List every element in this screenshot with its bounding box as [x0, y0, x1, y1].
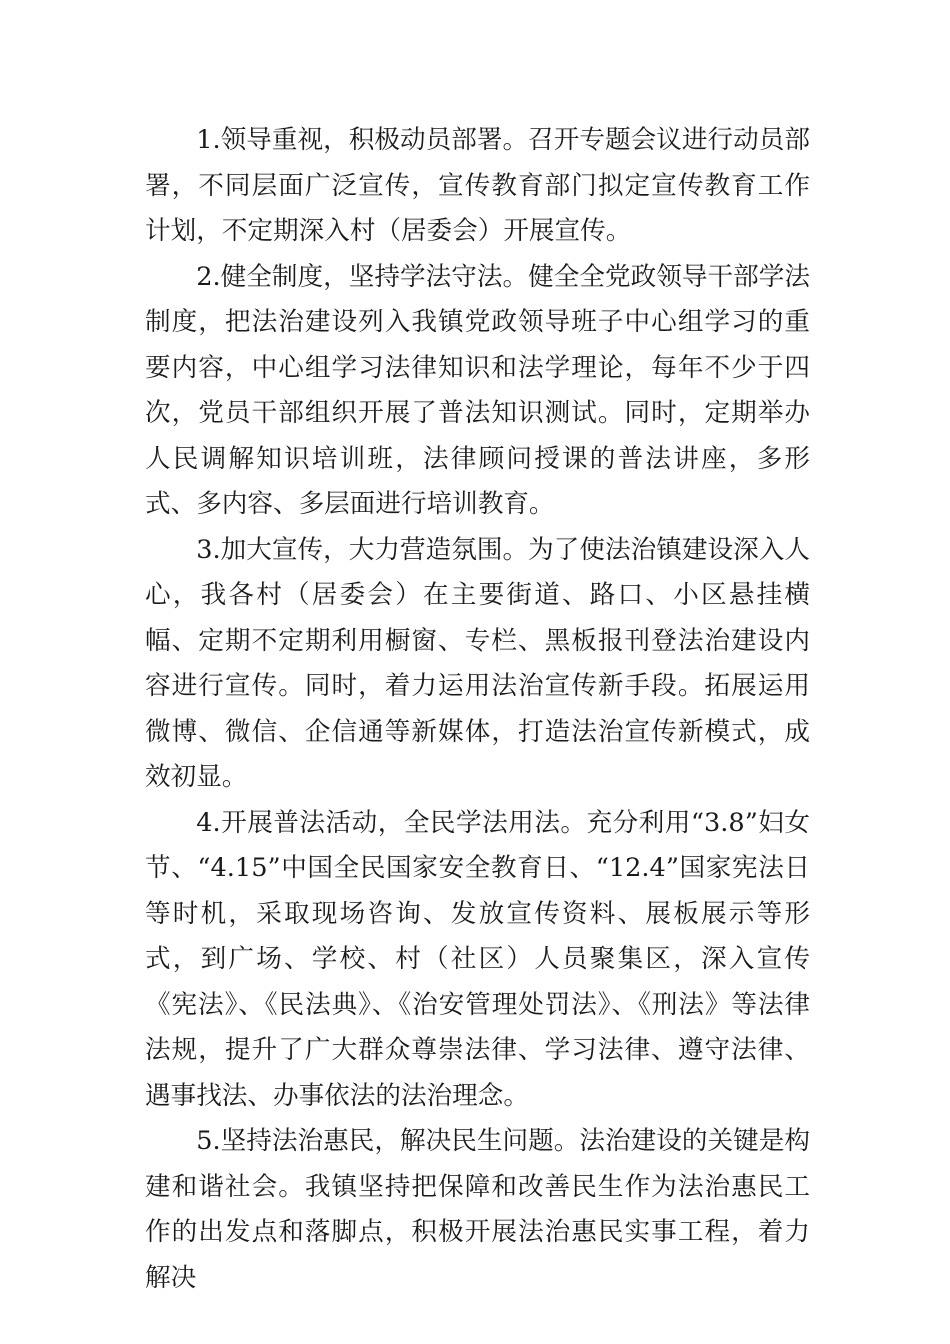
- paragraph-publicity: 3.加大宣传，大力营造氛围。为了使法治镇建设深入人心，我各村（居委会）在主要街道、路口、小区悬挂横幅、定期不定期利用橱窗、专栏、黑板报刊登法治建设内容进行宣传。同时，着力运用法治宣传新手段。拓展运用微博、微信、企信通等新媒体，打造法治宣传新模式，成效初显。: [145, 534, 810, 792]
- paragraph-system: 2.健全制度，坚持学法守法。健全全党政领导干部学法制度，把法治建设列入我镇党政领导班子中心组学习的重要内容，中心组学习法律知识和法学理论，每年不少于四次，党员干部组织开展了普法知识测试。同时，定期举办人民调解知识培训班，法律顾问授课的普法讲座，多形式、多内容、多层面进行培训教育。: [145, 261, 810, 519]
- document-body: [145, 118, 810, 1301]
- paragraph-livelihood: 5.坚持法治惠民，解决民生问题。法治建设的关键是构建和谐社会。我镇坚持把保障和改善民生作为法治惠民工作的出发点和落脚点，积极开展法治惠民实事工程，着力解决: [145, 1126, 810, 1293]
- paragraph-law-activities: 4.开展普法活动，全民学法用法。充分利用“3.8”妇女节、“4.15”中国全民国家安全教育日、“12.4”国家宪法日等时机，采取现场咨询、发放宣传资料、展板展示等形式，到广场、学校、村（社区）人员聚集区，深入宣传《宪法》、《民法典》、《治安管理处罚法》、《刑法》等法律法规，提升了广大群众尊崇法律、学习法律、遵守法律、遇事找法、办事依法的法治理念。: [145, 807, 810, 1111]
- paragraph-leadership: 1.领导重视，积极动员部署。召开专题会议进行动员部署，不同层面广泛宣传，宣传教育部门拟定宣传教育工作计划，不定期深入村（居委会）开展宣传。: [145, 125, 810, 246]
